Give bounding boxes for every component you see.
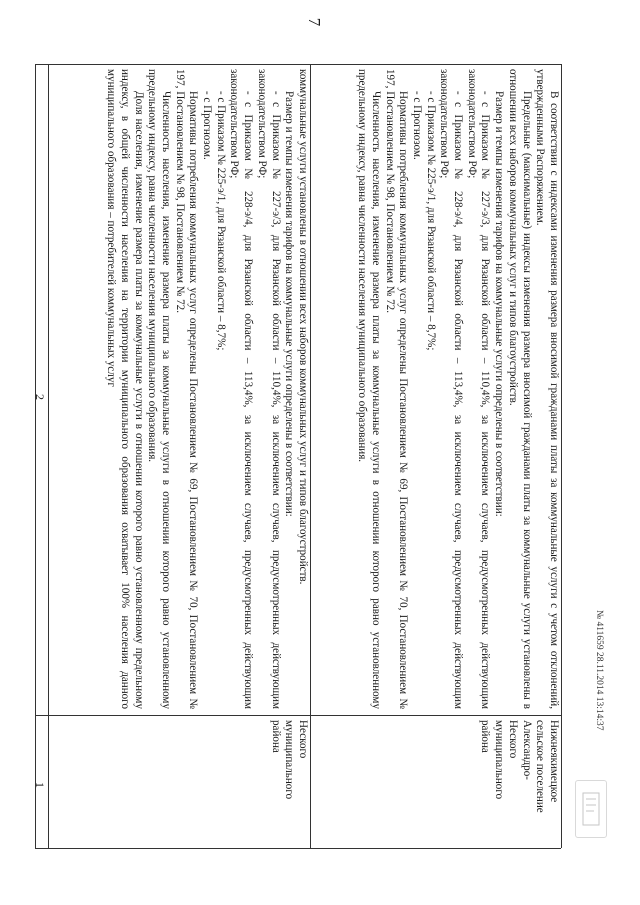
row2-description-paragraph: Нормативы потребления коммунальных услуг определены Постановлением № 69, Постановлением № 70, Постановлением № 197, Постановлением № 98, Постановлением № 72.	[383, 69, 410, 709]
row2-description-paragraph: - с Прогнозом.	[410, 91, 423, 160]
header-col2: 2	[33, 394, 47, 400]
registration-stamp: № 411659 28.11.2014 13:14:37	[594, 610, 604, 731]
table-border-bottom	[35, 848, 561, 849]
row2-municipality-line: района	[479, 720, 492, 753]
header-col1: 1	[33, 782, 47, 788]
row1-description-paragraph: - с Приказом № 225-э/1, для Рязанской области – 8,7%;	[214, 91, 227, 351]
row1-description-paragraph: Нормативы потребления коммунальных услуг определены Постановлением № 69, Постановлением № 70, Постановлением № 197, Постановлением № 98, Постановлением № 72.	[173, 69, 200, 709]
row1-description-paragraph: Размер и темпы изменения тарифов на коммунальные услуги определены в соответствии:	[283, 91, 296, 517]
column-separator	[35, 715, 561, 716]
row1-description-paragraph: коммунальные услуги установлены в отношении всех наборов коммунальных услуг и типов благоустройств.	[297, 69, 309, 585]
row1-municipality-line: Неского	[297, 720, 309, 759]
row2-municipality-line: Александро-	[520, 720, 533, 780]
row1-description-paragraph: - с Приказом № 228-э/4, для Рязанской области – 113,4%, за исключением случаев, предусмотренных действующим законодательством РФ;	[228, 69, 255, 709]
page-number: 7	[305, 17, 324, 27]
row2-description-paragraph: - с Приказом № 227-э/3, для Рязанской области – 110,4%, за исключением случаев, предусмотренных действующим законодательством РФ;	[465, 69, 492, 709]
row1-description	[103, 69, 309, 709]
row2-municipality-line: Неского	[506, 720, 519, 759]
regulation-table	[35, 64, 575, 848]
table-border-right	[561, 64, 562, 848]
document-seal-icon	[575, 780, 607, 838]
row2-municipality	[478, 720, 560, 844]
row1-description-paragraph: Доля населения, изменение размера платы за коммунальные услуги в отношении которого равно установленному предельному индексу, в общей численности населения на территории муниципального образования охватывает 100% населения данного муниципального образования – потребителей коммунальных услуг	[105, 69, 145, 709]
row2-municipality-line: муниципального	[493, 720, 506, 800]
table-row-separator	[310, 64, 311, 848]
row2-description	[354, 69, 560, 709]
row2-description-paragraph: Предельные (максимальные) индексы изменения размера вносимой гражданами платы за коммунальные услуги установлены в отношении всех наборов коммунальных услуг и типов благоустройств.	[506, 69, 533, 709]
row1-description-paragraph: Численность населения, изменение размера платы за коммунальные услуги в отношении которого равно установленному предельному индексу, равна численности населения муниципального образования.	[146, 69, 172, 709]
table-border-top	[35, 64, 561, 65]
row1-municipality-line: района	[269, 720, 282, 753]
row1-description-paragraph: - с Прогнозом.	[201, 91, 214, 160]
table-row-separator	[48, 64, 49, 848]
row1-municipality	[268, 720, 309, 844]
row2-municipality-line: сельское поселение	[534, 720, 547, 813]
row1-description-paragraph: - с Приказом № 227-э/3, для Рязанской области – 110,4%, за исключением случаев, предусмотренных действующим законодательством РФ;	[255, 69, 282, 709]
row2-municipality-line: Нижнеякимецкое	[548, 720, 560, 803]
row2-description-paragraph: - с Приказом № 225-э/1, для Рязанской области – 8,7%;	[424, 91, 437, 351]
table-border-left	[35, 64, 36, 848]
row1-municipality-line: муниципального	[283, 720, 296, 800]
row2-description-paragraph: Размер и темпы изменения тарифов на коммунальные услуги определены в соответствии:	[493, 91, 506, 517]
row2-description-paragraph: - с Приказом № 228-э/4, для Рязанской области – 113,4%, за исключением случаев, предусмотренных действующим законодательством РФ;	[438, 69, 465, 709]
row2-description-paragraph: Численность населения, изменение размера платы за коммунальные услуги в отношении которого равно установленному предельному индексу, равна численности населения муниципального образования.	[356, 69, 382, 709]
row2-description-paragraph: В соответствии с индексами изменения размера вносимой гражданами платы за коммунальные услуги с учетом отклонений, утвержденными Распоряжением.	[534, 69, 560, 709]
